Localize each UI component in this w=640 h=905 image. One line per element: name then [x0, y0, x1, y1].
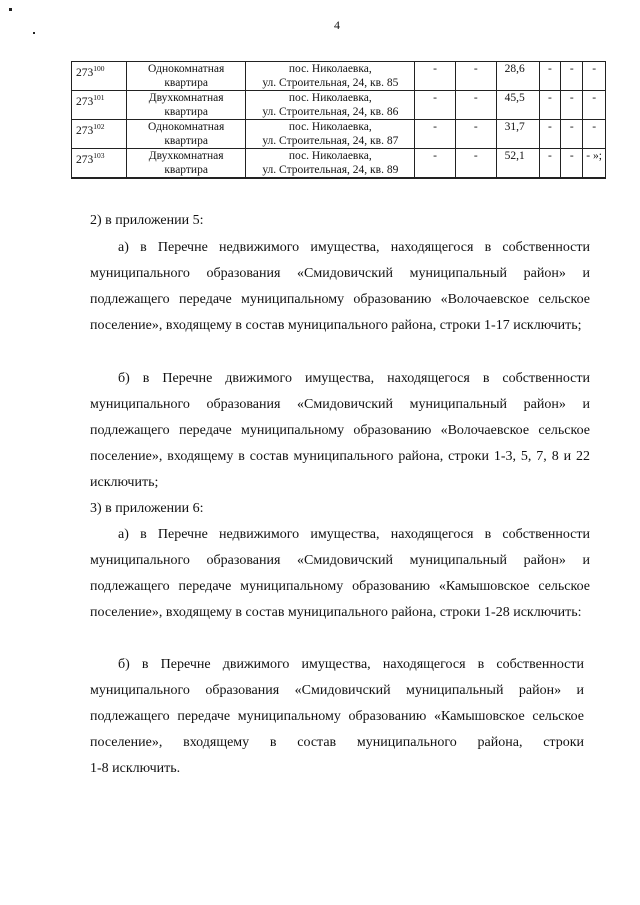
empty-cell: -: [539, 120, 561, 149]
area-value: 28,6: [496, 62, 539, 91]
property-type: Двухкомнатная квартира: [126, 91, 246, 120]
area-value: 52,1: [496, 149, 539, 179]
empty-cell: -: [583, 120, 606, 149]
property-type: Однокомнатная квартира: [126, 120, 246, 149]
table-row: [72, 149, 606, 179]
paragraph-5b: б) в Перечне движимого имущества, находящегося в собственности муниципального образования «Смидовичский муниципальный район» и подлежащего передаче муниципальному образованию «Волочаевское сельское поселение», входящему в состав муниципального района, строки 1-3, 5, 7, 8 и 22 исключить;: [90, 371, 590, 490]
empty-cell: -: [561, 120, 583, 149]
empty-cell: -: [455, 149, 496, 179]
empty-cell: -: [561, 91, 583, 120]
empty-cell: -: [415, 62, 456, 91]
empty-cell: -: [583, 91, 606, 120]
empty-cell: -: [539, 62, 561, 91]
paragraph-6b-end: 1-8 исключить.: [90, 761, 181, 776]
scan-speck: [33, 32, 35, 34]
table-row: [72, 62, 606, 91]
property-type: Однокомнатная квартира: [126, 62, 246, 91]
empty-cell: -: [415, 91, 456, 120]
property-address: пос. Николаевка, ул. Строительная, 24, кв. 89: [246, 149, 415, 179]
property-address: пос. Николаевка, ул. Строительная, 24, кв. 85: [246, 62, 415, 91]
empty-cell: -: [455, 91, 496, 120]
property-table: [71, 61, 606, 179]
paragraph-appendix-6: 3) в приложении 6:: [90, 501, 204, 516]
property-address: пос. Николаевка, ул. Строительная, 24, кв. 87: [246, 120, 415, 149]
area-value: 45,5: [496, 91, 539, 120]
paragraph-5a: а) в Перечне недвижимого имущества, находящегося в собственности муниципального образования «Смидовичский муниципальный район» и подлежащего передаче муниципальному образованию «Волочаевское сельское поселение», входящему в состав муниципального района, строки 1-17 исключить;: [90, 240, 590, 333]
empty-cell: -: [455, 120, 496, 149]
row-number: $273^{103}$: [72, 149, 127, 179]
empty-cell: -: [561, 149, 583, 179]
empty-cell: -: [455, 62, 496, 91]
empty-cell: -: [415, 149, 456, 179]
row-number: $273^{101}$: [72, 91, 127, 120]
paragraph-6a: а) в Перечне недвижимого имущества, находящегося в собственности муниципального образования «Смидовичский муниципальный район» и подлежащего передаче муниципальному образованию «Камышовское сельское поселение», входящему в состав муниципального района, строки 1-28 исключить:: [90, 527, 590, 620]
table-row: [72, 91, 606, 120]
paragraph-appendix-5: 2) в приложении 5:: [90, 213, 204, 228]
property-type: Двухкомнатная квартира: [126, 149, 246, 179]
empty-cell: -: [539, 149, 561, 179]
scan-speck: [9, 8, 12, 11]
row-number: $273^{102}$: [72, 120, 127, 149]
property-address: пос. Николаевка, ул. Строительная, 24, кв. 86: [246, 91, 415, 120]
page-number: 4: [334, 18, 340, 32]
table-row: [72, 120, 606, 149]
empty-cell: -: [583, 62, 606, 91]
empty-cell: -: [561, 62, 583, 91]
empty-cell: -: [415, 120, 456, 149]
empty-cell: -: [539, 91, 561, 120]
row-number: $273^{100}$: [72, 62, 127, 91]
paragraph-6b: б) в Перечне движимого имущества, находящегося в собственности муниципального образования «Смидовичский муниципальный район» и подлежащего передаче муниципальному образованию «Камышовское сельское поселение», входящему в состав муниципального района, строки: [90, 657, 584, 750]
empty-cell: - »;: [583, 149, 606, 179]
area-value: 31,7: [496, 120, 539, 149]
